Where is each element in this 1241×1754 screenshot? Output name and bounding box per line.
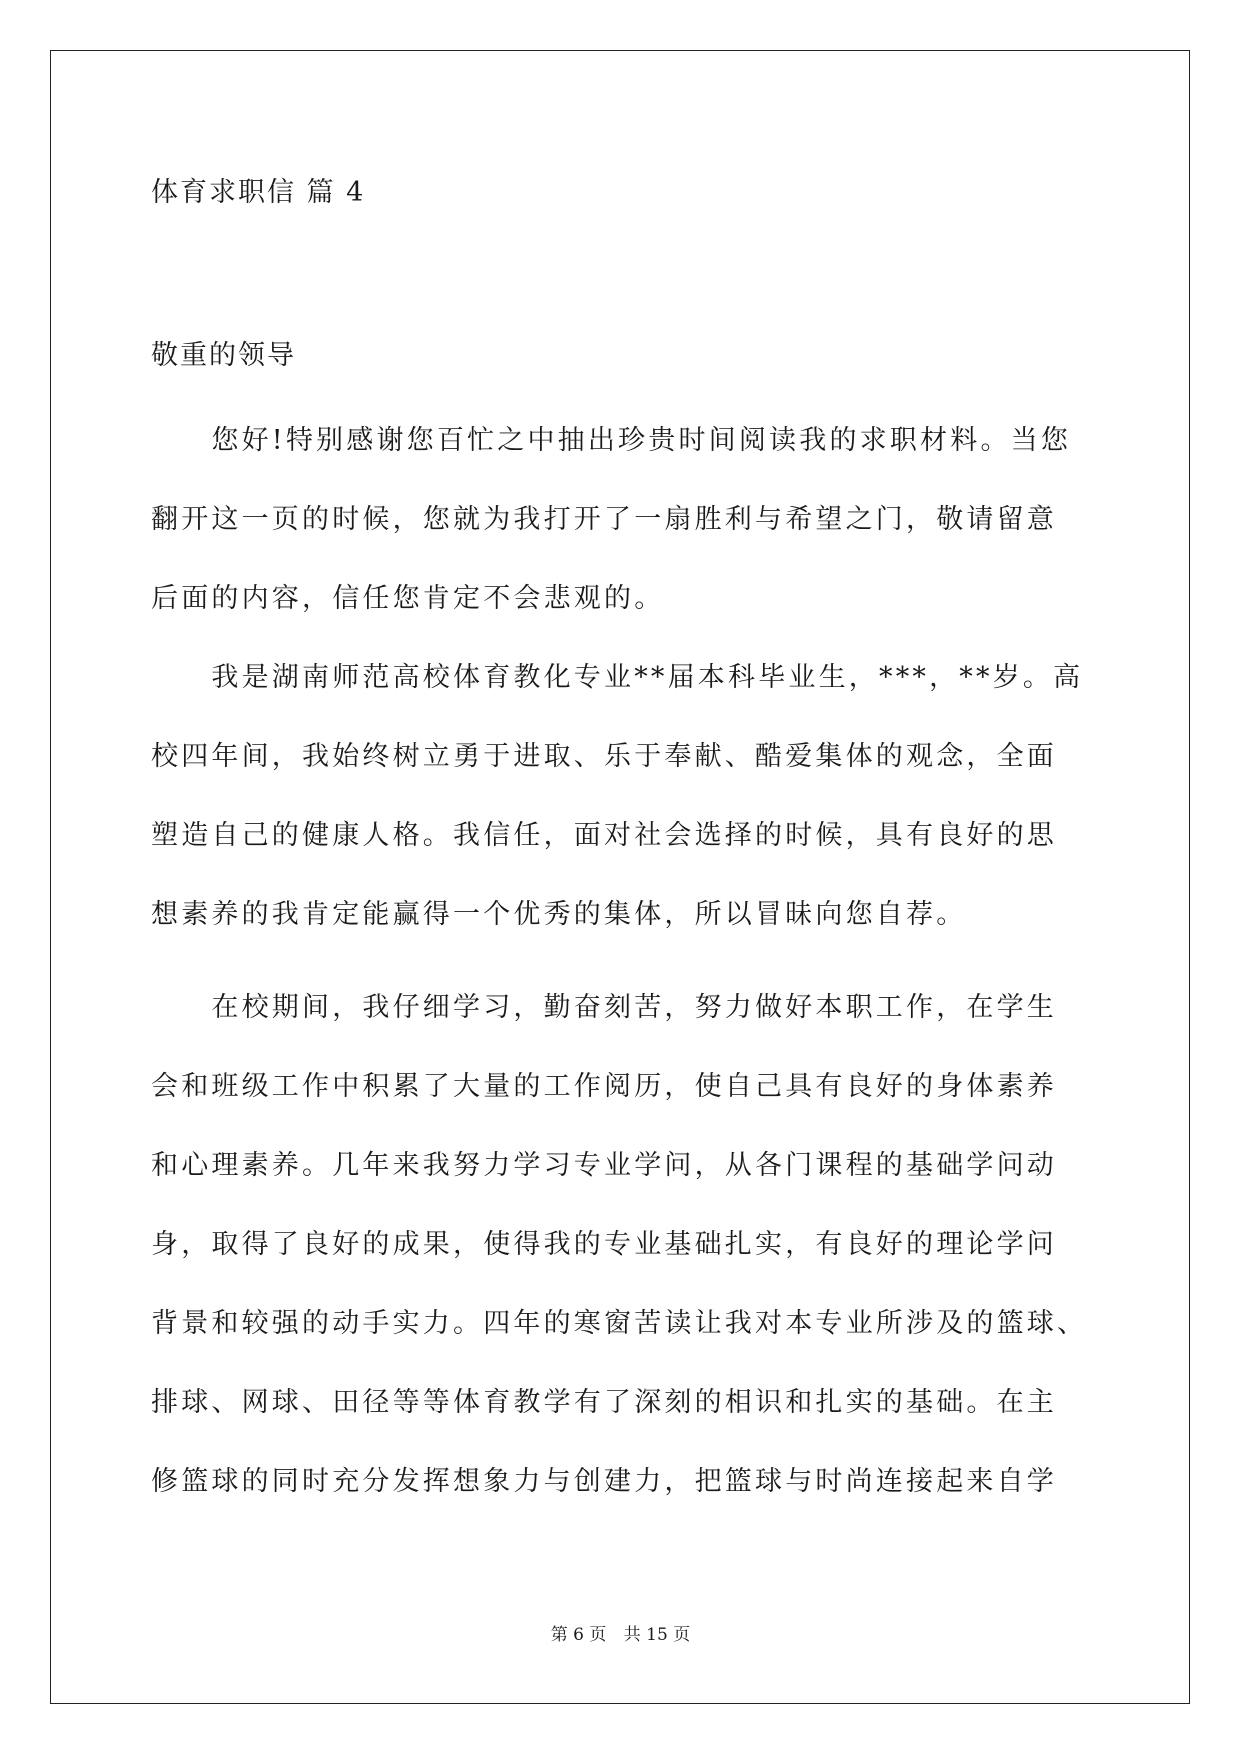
body-line: 背景和较强的动手实力。四年的寒窗苦读让我对本专业所涉及的篮球、 [151, 1308, 1088, 1339]
body-line: 排球、网球、田径等等体育教学有了深刻的相识和扎实的基础。在主 [151, 1387, 1057, 1418]
body-line: 后面的内容，信任您肯定不会悲观的。 [151, 583, 665, 614]
body-line: 在校期间，我仔细学习，勤奋刻苦，努力做好本职工作，在学生 [151, 992, 1057, 1023]
body-line: 想素养的我肯定能赢得一个优秀的集体，所以冒昧向您自荐。 [151, 899, 967, 930]
body-line: 会和班级工作中积累了大量的工作阅历，使自己具有良好的身体素养 [151, 1071, 1057, 1102]
page-border [50, 50, 1190, 1704]
document-title: 体育求职信 篇 4 [151, 177, 366, 208]
body-line: 我是湖南师范高校体育教化专业**届本科毕业生，***，**岁。高 [151, 662, 1084, 693]
page-total: 共 15 页 [623, 1625, 691, 1645]
body-line: 身，取得了良好的成果，使得我的专业基础扎实，有良好的理论学问 [151, 1229, 1057, 1260]
body-line: 您好!特别感谢您百忙之中抽出珍贵时间阅读我的求职材料。当您 [151, 425, 1072, 456]
body-line: 校四年间，我始终树立勇于进取、乐于奉献、酷爱集体的观念，全面 [151, 741, 1057, 772]
body-line: 翻开这一页的时候，您就为我打开了一扇胜利与希望之门，敬请留意 [151, 504, 1057, 535]
body-line: 和心理素养。几年来我努力学习专业学问，从各门课程的基础学问动 [151, 1150, 1057, 1181]
body-line: 塑造自己的健康人格。我信任，面对社会选择的时候，具有良好的思 [151, 820, 1057, 851]
salutation: 敬重的领导 [151, 340, 296, 371]
body-line: 修篮球的同时充分发挥想象力与创建力，把篮球与时尚连接起来自学 [151, 1466, 1057, 1497]
page-number: 第 6 页 [550, 1625, 607, 1645]
page-footer [0, 1620, 1241, 1645]
